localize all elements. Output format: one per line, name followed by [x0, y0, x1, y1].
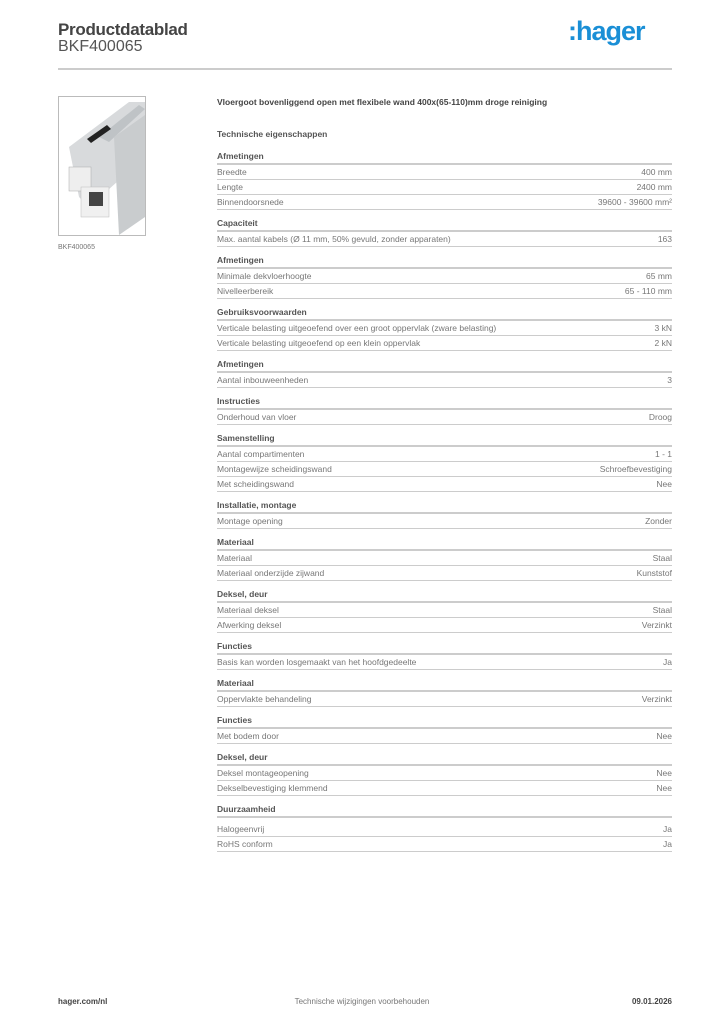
spec-value: Staal	[652, 553, 672, 563]
spec-row	[217, 269, 672, 284]
spec-value: Droog	[648, 412, 672, 422]
spec-label: Binnendoorsnede	[217, 197, 284, 207]
spec-section	[217, 395, 672, 425]
hager-logo: :hager	[568, 16, 645, 46]
spec-row	[217, 195, 672, 210]
spec-value: Ja	[663, 824, 672, 834]
section-heading: Installatie, montage	[217, 499, 672, 514]
spec-row	[217, 514, 672, 529]
spec-row	[217, 766, 672, 781]
spec-section	[217, 358, 672, 388]
spec-section	[217, 714, 672, 744]
spec-label: Montagewijze scheidingswand	[217, 464, 332, 474]
image-caption: BKF400065	[58, 244, 95, 251]
spec-value: Staal	[652, 605, 672, 615]
spec-value: 3 kN	[654, 323, 672, 333]
spec-value: Ja	[663, 657, 672, 667]
spec-label: Verticale belasting uitgeoefend op een klein oppervlak	[217, 338, 421, 348]
spec-value: Nee	[656, 479, 672, 489]
spec-label: Max. aantal kabels (Ø 11 mm, 50% gevuld, zonder apparaten)	[217, 234, 451, 244]
spec-section	[217, 150, 672, 210]
section-heading: Functies	[217, 714, 672, 729]
spec-value: Nee	[656, 731, 672, 741]
section-heading: Deksel, deur	[217, 751, 672, 766]
spec-row	[217, 373, 672, 388]
spec-row	[217, 232, 672, 247]
spec-row	[217, 822, 672, 837]
spec-row	[217, 729, 672, 744]
section-heading: Afmetingen	[217, 150, 672, 165]
section-heading: Capaciteit	[217, 217, 672, 232]
spec-value: 65 mm	[646, 271, 672, 281]
spec-value: 2400 mm	[636, 182, 672, 192]
spec-value: Verzinkt	[641, 694, 672, 704]
spec-row	[217, 618, 672, 633]
spec-label: Materiaal deksel	[217, 605, 279, 615]
spec-label: Halogeenvrij	[217, 824, 265, 834]
spec-section	[217, 751, 672, 796]
spec-value: 2 kN	[654, 338, 672, 348]
section-heading: Afmetingen	[217, 358, 672, 373]
spec-value: 3	[667, 375, 672, 385]
section-heading: Samenstelling	[217, 432, 672, 447]
spec-value: 39600 - 39600 mm²	[597, 197, 672, 207]
spec-row	[217, 692, 672, 707]
section-heading: Instructies	[217, 395, 672, 410]
spec-label: Minimale dekvloerhoogte	[217, 271, 312, 281]
spec-label: Oppervlakte behandeling	[217, 694, 312, 704]
section-heading: Deksel, deur	[217, 588, 672, 603]
spec-label: Lengte	[217, 182, 243, 192]
spec-label: Met bodem door	[217, 731, 279, 741]
spec-label: Aantal compartimenten	[217, 449, 305, 459]
spec-section	[217, 677, 672, 707]
cable-duct-illustration	[59, 97, 145, 235]
spec-value: Verzinkt	[641, 620, 672, 630]
product-image	[58, 96, 146, 236]
spec-section	[217, 803, 672, 852]
spec-label: Aantal inbouweenheden	[217, 375, 309, 385]
spec-row	[217, 284, 672, 299]
spec-label: Breedte	[217, 167, 247, 177]
spec-label: Materiaal onderzijde zijwand	[217, 568, 325, 578]
spec-section	[217, 217, 672, 247]
spec-row	[217, 655, 672, 670]
product-id: BKF400065	[58, 38, 143, 55]
spec-section	[217, 432, 672, 492]
spec-label: Met scheidingswand	[217, 479, 295, 489]
spec-value: 65 - 110 mm	[624, 286, 672, 296]
spec-label: Basis kan worden losgemaakt van het hoofdgedeelte	[217, 657, 417, 667]
section-heading: Materiaal	[217, 677, 672, 692]
spec-section	[217, 640, 672, 670]
spec-row	[217, 410, 672, 425]
spec-value: Schroefbevestiging	[599, 464, 672, 474]
section-heading: Gebruiksvoorwaarden	[217, 306, 672, 321]
footer-website-link[interactable]: hager.com/nl	[58, 997, 108, 1006]
spec-value: Nee	[656, 768, 672, 778]
spec-row	[217, 551, 672, 566]
spec-row	[217, 180, 672, 195]
spec-label: Montage opening	[217, 516, 283, 526]
spec-section	[217, 306, 672, 351]
spec-label: Onderhoud van vloer	[217, 412, 297, 422]
spec-label: Verticale belasting uitgeoefend over een groot oppervlak (zware belasting)	[217, 323, 497, 333]
spec-row	[217, 781, 672, 796]
spec-label: Nivelleerbereik	[217, 286, 274, 296]
spec-row	[217, 165, 672, 180]
content	[217, 96, 672, 852]
section-heading: Duurzaamheid	[217, 803, 672, 818]
footer-disclaimer: Technische wijzigingen voorbehouden	[294, 997, 430, 1006]
product-title: Vloergoot bovenliggend open met flexibele wand 400x(65-110)mm droge reiniging	[217, 97, 548, 107]
spec-section	[217, 499, 672, 529]
footer-date: 09.01.2026	[631, 997, 672, 1006]
spec-value: 1 - 1	[654, 449, 672, 459]
spec-row	[217, 462, 672, 477]
spec-row	[217, 603, 672, 618]
spec-section	[217, 254, 672, 299]
spec-label: Dekselbevestiging klemmend	[217, 783, 328, 793]
spec-value: 163	[657, 234, 672, 244]
spec-value: Kunststof	[636, 568, 672, 578]
header-divider	[58, 68, 672, 70]
spec-row	[217, 837, 672, 852]
spec-sections	[217, 150, 672, 852]
spec-value: 400 mm	[641, 167, 672, 177]
spec-row	[217, 477, 672, 492]
page-title: Productdatablad	[58, 20, 188, 39]
spec-row	[217, 321, 672, 336]
section-title: Technische eigenschappen	[217, 129, 328, 139]
spec-label: Deksel montageopening	[217, 768, 309, 778]
section-heading: Afmetingen	[217, 254, 672, 269]
spec-section	[217, 588, 672, 633]
spec-label: Afwerking deksel	[217, 620, 282, 630]
section-heading: Functies	[217, 640, 672, 655]
spec-value: Ja	[663, 839, 672, 849]
section-heading: Materiaal	[217, 536, 672, 551]
spec-section	[217, 536, 672, 581]
spec-row	[217, 336, 672, 351]
spec-value: Zonder	[645, 516, 672, 526]
spec-row	[217, 566, 672, 581]
spec-value: Nee	[656, 783, 672, 793]
spec-label: Materiaal	[217, 553, 252, 563]
spec-row	[217, 447, 672, 462]
spec-label: RoHS conform	[217, 839, 273, 849]
